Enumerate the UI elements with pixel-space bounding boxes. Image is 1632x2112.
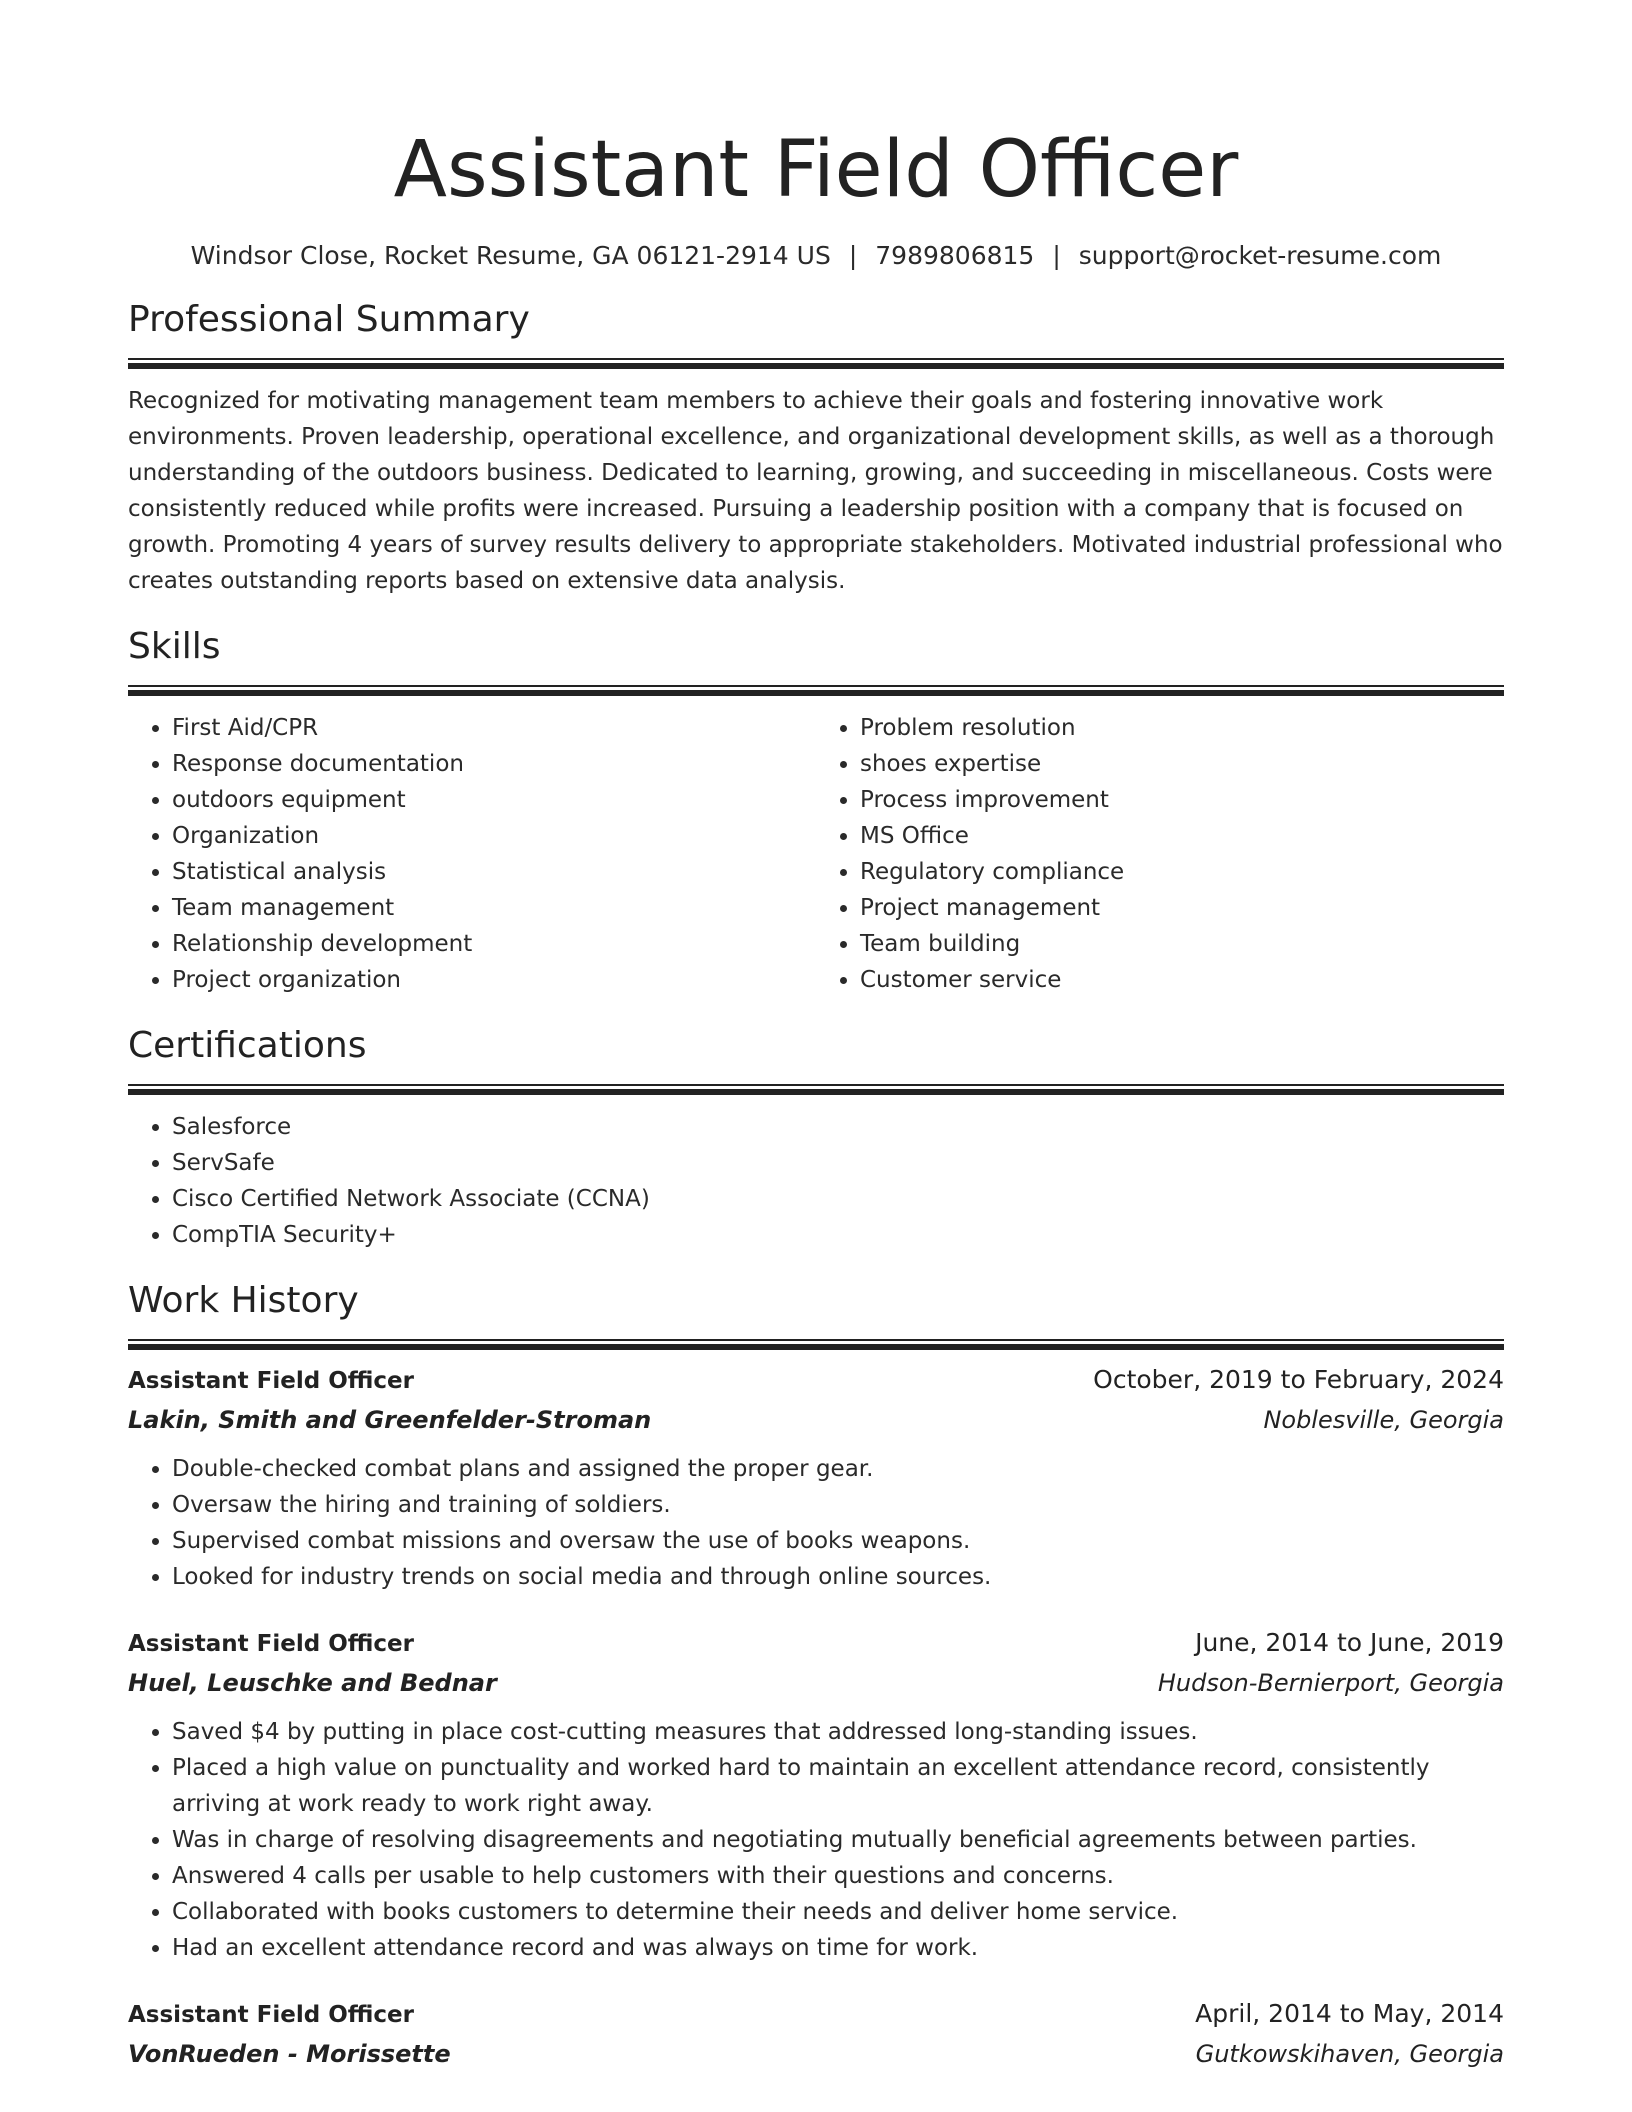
list-item: • Looked for industry trends on social media and through online sources. (172, 1559, 1504, 1595)
skills-heading: Skills (128, 626, 221, 667)
certifications-list (128, 1109, 1504, 1253)
job-company: VonRueden - Morissette (128, 2040, 451, 2068)
contact-line (128, 238, 1504, 274)
skills-section (128, 623, 1504, 998)
job-header (128, 1994, 1504, 2035)
summary-section (128, 296, 1504, 599)
job-company: Lakin, Smith and Greenfelder-Stroman (128, 1406, 652, 1434)
contact-separator: | (1052, 241, 1061, 270)
resume-name: Assistant Field Officer (393, 125, 1239, 215)
list-item: • shoes expertise (860, 746, 1504, 782)
list-item: • MS Office (860, 818, 1504, 854)
list-item: • Statistical analysis (172, 854, 816, 890)
list-item: • Supervised combat missions and oversaw the use of books weapons. (172, 1523, 1504, 1559)
list-item: • Cisco Certified Network Associate (CCNA) (172, 1181, 1504, 1217)
job-location: Noblesville, Georgia (1263, 1406, 1504, 1434)
list-item: • Relationship development (172, 926, 816, 962)
skills-columns (128, 710, 1504, 998)
certifications-heading: Certifications (128, 1025, 367, 1066)
contact-separator: | (848, 241, 858, 270)
list-item: • Was in charge of resolving disagreements and negotiating mutually beneficial agreements between parties. (172, 1822, 1504, 1858)
section-divider (128, 358, 1504, 369)
job-title: Assistant Field Officer (128, 2002, 414, 2028)
list-item: • Salesforce (172, 1109, 1504, 1145)
job-subheader (128, 2035, 1504, 2073)
list-item: • Team management (172, 890, 816, 926)
job-location: Hudson-Bernierport, Georgia (1157, 1669, 1504, 1697)
job-company: Huel, Leuschke and Bednar (128, 1669, 497, 1697)
job-dates: June, 2014 to June, 2019 (1195, 1628, 1504, 1657)
certifications-section (128, 1022, 1504, 1253)
job-location: Gutkowskihaven, Georgia (1195, 2040, 1504, 2068)
list-item: • Problem resolution (860, 710, 1504, 746)
job-bullets (128, 1714, 1504, 1966)
job-subheader (128, 1401, 1504, 1439)
list-item: • First Aid/CPR (172, 710, 816, 746)
list-item: • Collaborated with books customers to determine their needs and deliver home service. (172, 1894, 1504, 1930)
list-item: • Regulatory compliance (860, 854, 1504, 890)
list-item: • Double-checked combat plans and assigned the proper gear. (172, 1451, 1504, 1487)
work-heading: Work History (128, 1280, 359, 1321)
jobs-list (128, 1360, 1504, 2073)
job-entry (128, 1994, 1504, 2073)
contact-email: support@rocket-resume.com (1078, 241, 1442, 270)
job-title: Assistant Field Officer (128, 1631, 414, 1657)
contact-phone: 7989806815 (875, 241, 1035, 270)
contact-address: Windsor Close, Rocket Resume, GA 06121-2914 US (190, 241, 831, 270)
section-divider (128, 1084, 1504, 1095)
job-subheader (128, 1664, 1504, 1702)
job-entry (128, 1360, 1504, 1595)
list-item: • Placed a high value on punctuality and worked hard to maintain an excellent attendance record, consistently arriving at work ready to work right away. (172, 1750, 1504, 1822)
job-header (128, 1360, 1504, 1401)
list-item: • Oversaw the hiring and training of soldiers. (172, 1487, 1504, 1523)
section-divider (128, 685, 1504, 696)
list-item: • Customer service (860, 962, 1504, 998)
list-item: • Saved $4 by putting in place cost-cutting measures that addressed long-standing issues. (172, 1714, 1504, 1750)
job-header (128, 1623, 1504, 1664)
list-item: • Project management (860, 890, 1504, 926)
list-item: • Answered 4 calls per usable to help customers with their questions and concerns. (172, 1858, 1504, 1894)
list-item: • Project organization (172, 962, 816, 998)
list-item: • Team building (860, 926, 1504, 962)
list-item: • Had an excellent attendance record and was always on time for work. (172, 1930, 1504, 1966)
skills-list-right (816, 710, 1504, 998)
job-title: Assistant Field Officer (128, 1368, 414, 1394)
list-item: • Process improvement (860, 782, 1504, 818)
list-item: • outdoors equipment (172, 782, 816, 818)
resume-page (128, 0, 1504, 2073)
list-item: • ServSafe (172, 1145, 1504, 1181)
section-divider (128, 1339, 1504, 1350)
list-item: • Organization (172, 818, 816, 854)
job-dates: October, 2019 to February, 2024 (1093, 1365, 1504, 1394)
job-bullets (128, 1451, 1504, 1595)
job-entry (128, 1623, 1504, 1966)
list-item: • Response documentation (172, 746, 816, 782)
summary-heading: Professional Summary (128, 299, 530, 340)
skills-list-left (128, 710, 816, 998)
work-section (128, 1277, 1504, 2073)
job-dates: April, 2014 to May, 2014 (1195, 1999, 1504, 2028)
summary-text: Recognized for motivating management team members to achieve their goals and fostering innovative work environments. Proven leadership, operational excellence, and organizational development skills, as well as a thorough understanding of the outdoors business. Dedicated to learning, growing, and succeeding in miscellaneous. Costs were consistently reduced while profits were increased. Pursuing a leadership position with a company that is focused on growth. Promoting 4 years of survey results delivery to appropriate stakeholders. Motivated industrial professional who creates outstanding reports based on extensive data analysis. (128, 388, 1503, 594)
list-item: • CompTIA Security+ (172, 1217, 1504, 1253)
